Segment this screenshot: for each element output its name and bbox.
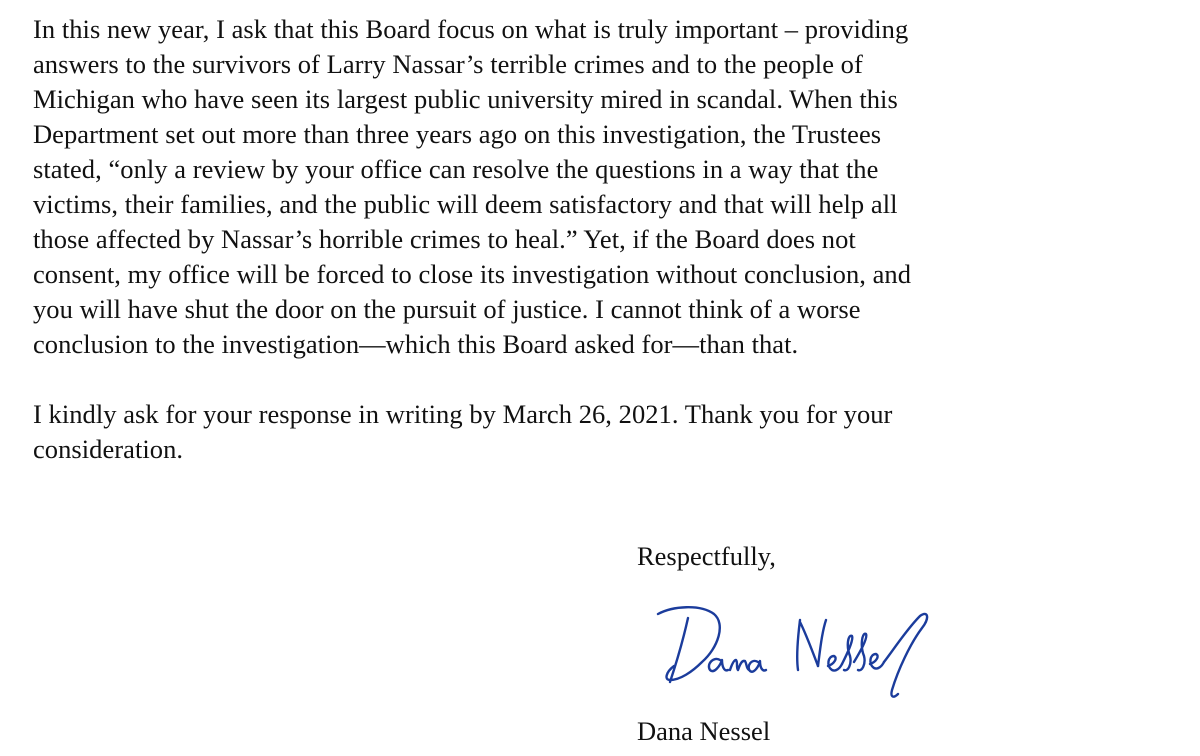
text-line: victims, their families, and the public will deem satisfactory and that will help all xyxy=(33,189,898,219)
text-line: stated, “only a review by your office can resolve the questions in a way that the xyxy=(33,154,879,184)
text-line: answers to the survivors of Larry Nassar’s terrible crimes and to the people of xyxy=(33,49,863,79)
text-line: Department set out more than three years ago on this investigation, the Trustees xyxy=(33,119,882,149)
handwritten-signature xyxy=(648,600,948,705)
text-line: I kindly ask for your response in writing by March 26, 2021. Thank you for your xyxy=(33,399,893,429)
text-line: you will have shut the door on the pursuit of justice. I cannot think of a worse xyxy=(33,294,861,324)
closing-salutation: Respectfully, xyxy=(637,541,776,571)
text-line: Michigan who have seen its largest public university mired in scandal. When this xyxy=(33,84,898,114)
text-line: In this new year, I ask that this Board focus on what is truly important – providing xyxy=(33,14,909,44)
text-line: those affected by Nassar’s horrible crimes to heal.” Yet, if the Board does not xyxy=(33,224,856,254)
text-line: conclusion to the investigation—which this Board asked for—than that. xyxy=(33,329,799,359)
text-line: consent, my office will be forced to close its investigation without conclusion, and xyxy=(33,259,912,289)
text-line: consideration. xyxy=(33,434,184,464)
signer-name: Dana Nessel xyxy=(637,716,771,746)
